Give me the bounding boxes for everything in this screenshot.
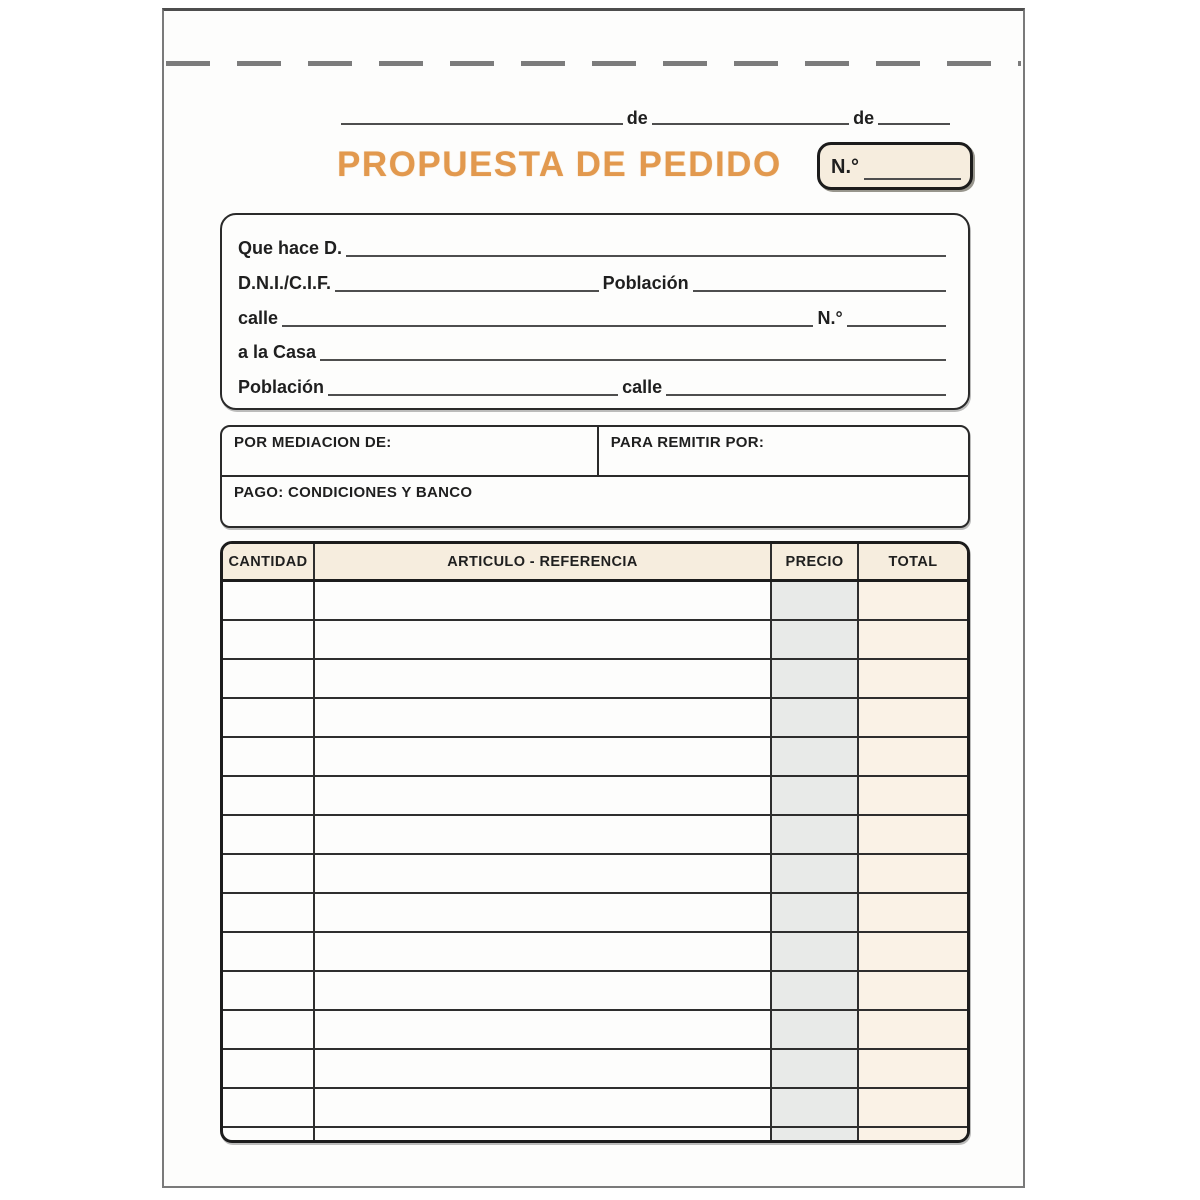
dni-writein-line xyxy=(335,278,599,292)
column-header-articulo-referencia: ARTICULO - REFERENCIA xyxy=(313,544,770,579)
item-cell-articulo xyxy=(313,582,770,619)
item-row xyxy=(223,1089,967,1128)
item-cell-articulo xyxy=(313,738,770,775)
item-cell-cantidad xyxy=(223,894,313,931)
calle2-label: calle xyxy=(622,377,663,397)
items-table-bottom-strip xyxy=(223,1128,967,1140)
calle2-writein-line xyxy=(666,382,946,396)
item-row xyxy=(223,972,967,1011)
item-cell-cantidad xyxy=(223,738,313,775)
item-cell-total xyxy=(857,660,967,697)
order-number-writein-line xyxy=(864,178,961,180)
form-title: PROPUESTA DE PEDIDO xyxy=(337,145,782,184)
dni-poblacion-row xyxy=(238,264,950,294)
item-cell-total xyxy=(857,816,967,853)
item-cell-precio xyxy=(770,660,857,697)
items-table xyxy=(220,541,970,1143)
item-cell-cantidad xyxy=(223,816,313,853)
order-form-sheet xyxy=(162,8,1025,1188)
item-cell-total xyxy=(857,1011,967,1048)
item-cell-precio xyxy=(770,777,857,814)
strip-cell-total xyxy=(857,1128,967,1140)
strip-cell-precio xyxy=(770,1128,857,1140)
item-cell-precio xyxy=(770,699,857,736)
item-cell-articulo xyxy=(313,1011,770,1048)
items-table-header-row xyxy=(223,544,967,582)
dispatch-payment-box xyxy=(220,425,970,528)
order-number-label: N.° xyxy=(831,156,859,178)
item-cell-total xyxy=(857,1050,967,1087)
item-row xyxy=(223,816,967,855)
customer-name-writein-line xyxy=(346,243,946,257)
date-month-writein-line xyxy=(652,105,849,125)
item-cell-cantidad xyxy=(223,621,313,658)
strip-cell-articulo xyxy=(313,1128,770,1140)
date-year-writein-line xyxy=(878,105,950,125)
item-cell-total xyxy=(857,894,967,931)
strip-cell-cantidad xyxy=(223,1128,313,1140)
que-hace-label: Que hace D. xyxy=(238,238,343,258)
item-cell-articulo xyxy=(313,1050,770,1087)
item-cell-precio xyxy=(770,855,857,892)
item-cell-total xyxy=(857,738,967,775)
item-cell-precio xyxy=(770,972,857,1009)
item-cell-total xyxy=(857,1089,967,1126)
item-row xyxy=(223,621,967,660)
item-cell-articulo xyxy=(313,660,770,697)
item-cell-precio xyxy=(770,1089,857,1126)
item-cell-total xyxy=(857,972,967,1009)
item-cell-precio xyxy=(770,1011,857,1048)
a-la-casa-row xyxy=(238,333,950,363)
item-row xyxy=(223,1050,967,1089)
date-line xyxy=(337,99,954,127)
customer-details-box xyxy=(220,213,970,410)
date-separator-label: de xyxy=(853,108,875,128)
item-cell-articulo xyxy=(313,894,770,931)
pago-condiciones-label: PAGO: CONDICIONES Y BANCO xyxy=(234,484,473,501)
item-cell-precio xyxy=(770,738,857,775)
date-separator-label: de xyxy=(626,108,648,128)
item-cell-cantidad xyxy=(223,972,313,1009)
item-cell-cantidad xyxy=(223,1011,313,1048)
item-cell-cantidad xyxy=(223,933,313,970)
poblacion-label: Población xyxy=(602,272,689,293)
item-cell-articulo xyxy=(313,621,770,658)
item-cell-cantidad xyxy=(223,1089,313,1126)
item-cell-articulo xyxy=(313,816,770,853)
item-cell-articulo xyxy=(313,855,770,892)
item-cell-total xyxy=(857,855,967,892)
item-cell-precio xyxy=(770,933,857,970)
item-row xyxy=(223,894,967,933)
item-cell-cantidad xyxy=(223,699,313,736)
column-header-total: TOTAL xyxy=(857,544,967,579)
calle-numero-row xyxy=(238,299,950,329)
item-cell-precio xyxy=(770,894,857,931)
item-cell-articulo xyxy=(313,933,770,970)
item-cell-total xyxy=(857,621,967,658)
item-cell-cantidad xyxy=(223,855,313,892)
item-cell-total xyxy=(857,699,967,736)
item-cell-precio xyxy=(770,621,857,658)
item-cell-cantidad xyxy=(223,582,313,619)
item-row xyxy=(223,777,967,816)
dispatch-row xyxy=(222,427,968,477)
item-row xyxy=(223,582,967,621)
item-cell-precio xyxy=(770,816,857,853)
item-cell-articulo xyxy=(313,972,770,1009)
item-cell-cantidad xyxy=(223,1050,313,1087)
perforation-dashed-line xyxy=(166,61,1021,66)
para-remitir-label: PARA REMITIR POR: xyxy=(610,434,765,451)
item-row xyxy=(223,738,967,777)
item-row xyxy=(223,1011,967,1050)
dni-cif-label: D.N.I./C.I.F. xyxy=(238,272,332,293)
poblacion-calle-row xyxy=(238,368,950,398)
pago-condiciones-cell xyxy=(222,477,968,526)
numero-label: N.° xyxy=(817,307,843,328)
item-cell-articulo xyxy=(313,777,770,814)
calle-label: calle xyxy=(238,307,279,328)
item-cell-total xyxy=(857,933,967,970)
item-row xyxy=(223,699,967,738)
item-cell-total xyxy=(857,582,967,619)
items-table-body xyxy=(223,582,967,1128)
poblacion2-writein-line xyxy=(328,382,618,396)
item-cell-cantidad xyxy=(223,660,313,697)
casa-writein-line xyxy=(320,347,946,361)
item-cell-articulo xyxy=(313,1089,770,1126)
numero-writein-line xyxy=(847,313,946,327)
por-mediacion-cell xyxy=(222,427,599,475)
item-row xyxy=(223,660,967,699)
poblacion2-label: Población xyxy=(238,377,325,397)
item-cell-precio xyxy=(770,1050,857,1087)
calle-writein-line xyxy=(282,313,813,327)
para-remitir-cell xyxy=(599,427,968,475)
item-cell-precio xyxy=(770,582,857,619)
column-header-cantidad: CANTIDAD xyxy=(223,544,313,579)
poblacion-writein-line xyxy=(693,278,946,292)
column-header-precio: PRECIO xyxy=(770,544,857,579)
por-mediacion-label: POR MEDIACION DE: xyxy=(234,434,392,451)
customer-name-row xyxy=(238,229,950,259)
item-cell-cantidad xyxy=(223,777,313,814)
item-cell-articulo xyxy=(313,699,770,736)
item-row xyxy=(223,855,967,894)
date-day-writein-line xyxy=(341,105,623,125)
item-row xyxy=(223,933,967,972)
order-number-box xyxy=(817,142,973,190)
a-la-casa-label: a la Casa xyxy=(238,342,317,363)
item-cell-total xyxy=(857,777,967,814)
